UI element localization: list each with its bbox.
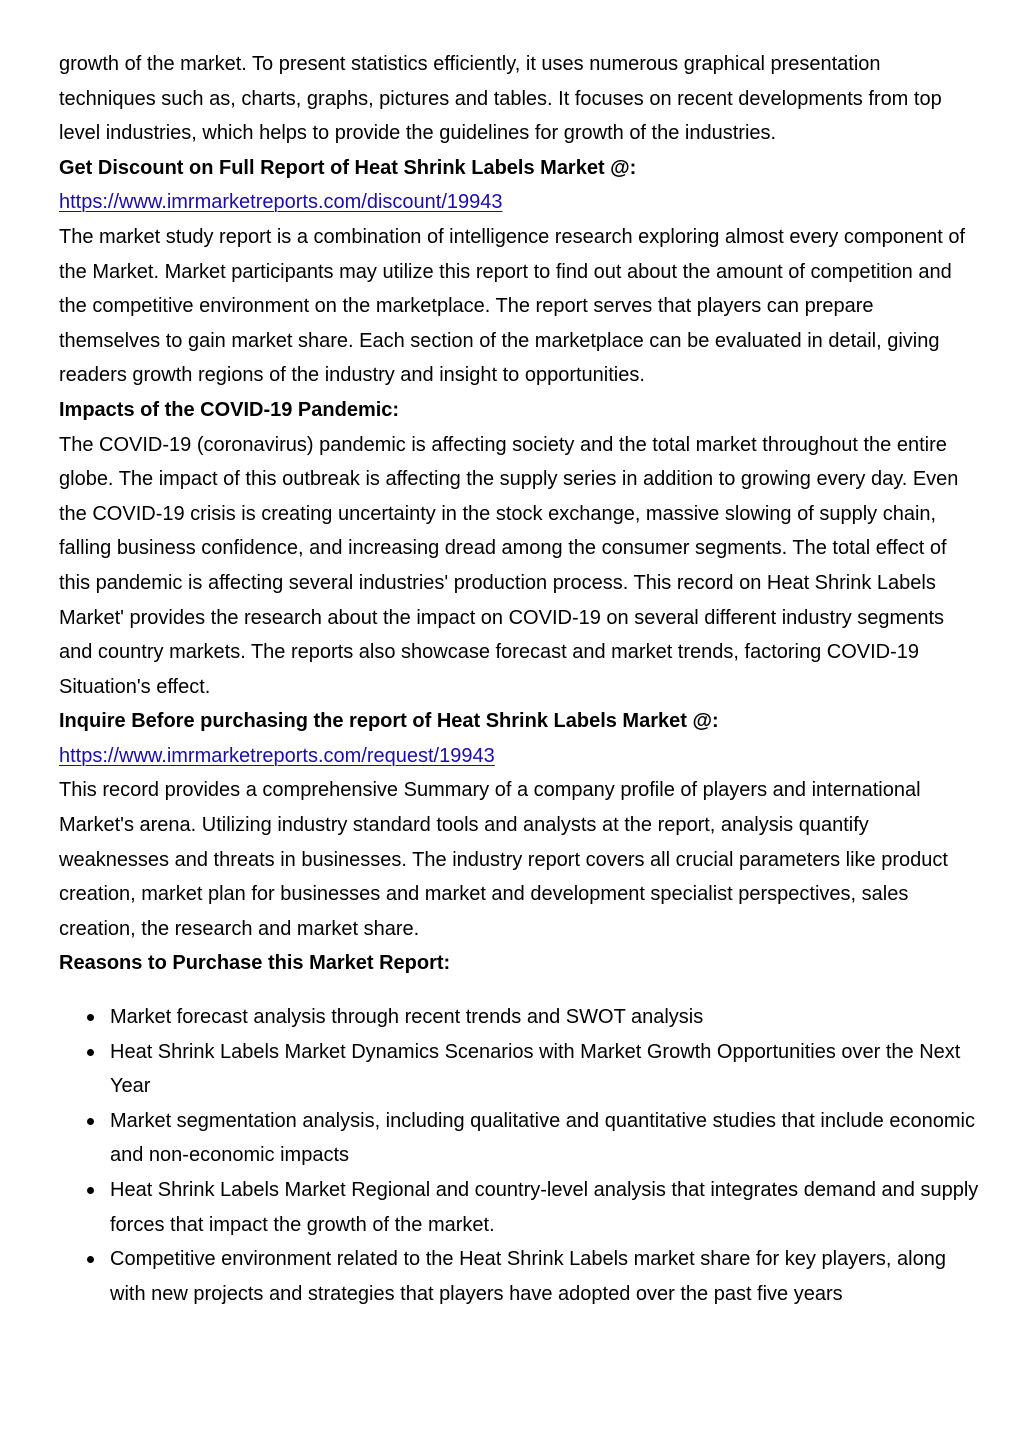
bullet-dot-icon	[87, 1187, 94, 1194]
summary-paragraph: This record provides a comprehensive Summary of a company profile of players and international Market's arena. Utilizing industry standard tools and analysts at the report, analysis quantify weaknesses and threats in businesses. The industry report covers all crucial parameters like product creation, market plan for businesses and market and development specialist perspectives, sales creation, the research and market share.	[59, 779, 948, 940]
list-item-text: Competitive environment related to the Heat Shrink Labels market share for key players, along with new projects and strategies that players have adopted over the past five years	[110, 1248, 946, 1305]
bullet-dot-icon	[87, 1118, 94, 1125]
list-item-text: Heat Shrink Labels Market Dynamics Scenarios with Market Growth Opportunities over the Next Year	[110, 1040, 961, 1098]
covid-heading: Impacts of the COVID-19 Pandemic:	[59, 398, 400, 421]
list-item	[59, 1242, 979, 1311]
reasons-list	[59, 1000, 979, 1311]
bullet-dot-icon	[87, 1256, 94, 1263]
discount-heading: Get Discount on Full Report of Heat Shrink Labels Market @:	[59, 156, 637, 179]
list-item	[59, 1035, 979, 1104]
covid-paragraph: The COVID-19 (coronavirus) pandemic is affecting society and the total market throughout the entire globe. The impact of this outbreak is affecting the supply series in addition to growing every day. Even the COVID-19 crisis is creating uncertainty in the stock exchange, massive slowing of supply chain, falling business confidence, and increasing dread among the consumer segments. The total effect of this pandemic is affecting several industries' production process. This record on Heat Shrink Labels Market' provides the research about the impact on COVID-19 on several different industry segments and country markets. The reports also showcase forecast and market trends, factoring COVID-19 Situation's effect.	[59, 433, 959, 698]
document-page	[59, 47, 979, 1311]
inquire-link[interactable]: https://www.imrmarketreports.com/request/19943	[59, 744, 495, 767]
list-item-text: Market forecast analysis through recent trends and SWOT analysis	[110, 1006, 704, 1029]
list-item	[59, 1104, 979, 1173]
bullet-dot-icon	[87, 1014, 94, 1021]
discount-link[interactable]: https://www.imrmarketreports.com/discount/19943	[59, 191, 503, 214]
list-item	[59, 1173, 979, 1242]
inquire-heading: Inquire Before purchasing the report of Heat Shrink Labels Market @:	[59, 710, 719, 733]
list-item-text: Heat Shrink Labels Market Regional and country-level analysis that integrates demand and supply forces that impact the growth of the market.	[110, 1179, 979, 1236]
list-item-text: Market segmentation analysis, including qualitative and quantitative studies that include economic and non-economic impacts	[110, 1109, 975, 1167]
bullet-dot-icon	[87, 1049, 94, 1056]
study-paragraph: The market study report is a combination of intelligence research exploring almost every component of the Market. Market participants may utilize this report to find out about the amount of competition and the competitive environment on the marketplace. The report serves that players can prepare themselves to gain market share. Each section of the marketplace can be evaluated in detail, giving readers growth regions of the industry and insight to opportunities.	[59, 225, 966, 387]
list-item	[59, 1000, 979, 1035]
intro-paragraph: growth of the market. To present statistics efficiently, it uses numerous graphical presentation techniques such as, charts, graphs, pictures and tables. It focuses on recent developments from top level industries, which helps to provide the guidelines for growth of the industries.	[59, 53, 942, 145]
reasons-heading: Reasons to Purchase this Market Report:	[59, 952, 451, 975]
